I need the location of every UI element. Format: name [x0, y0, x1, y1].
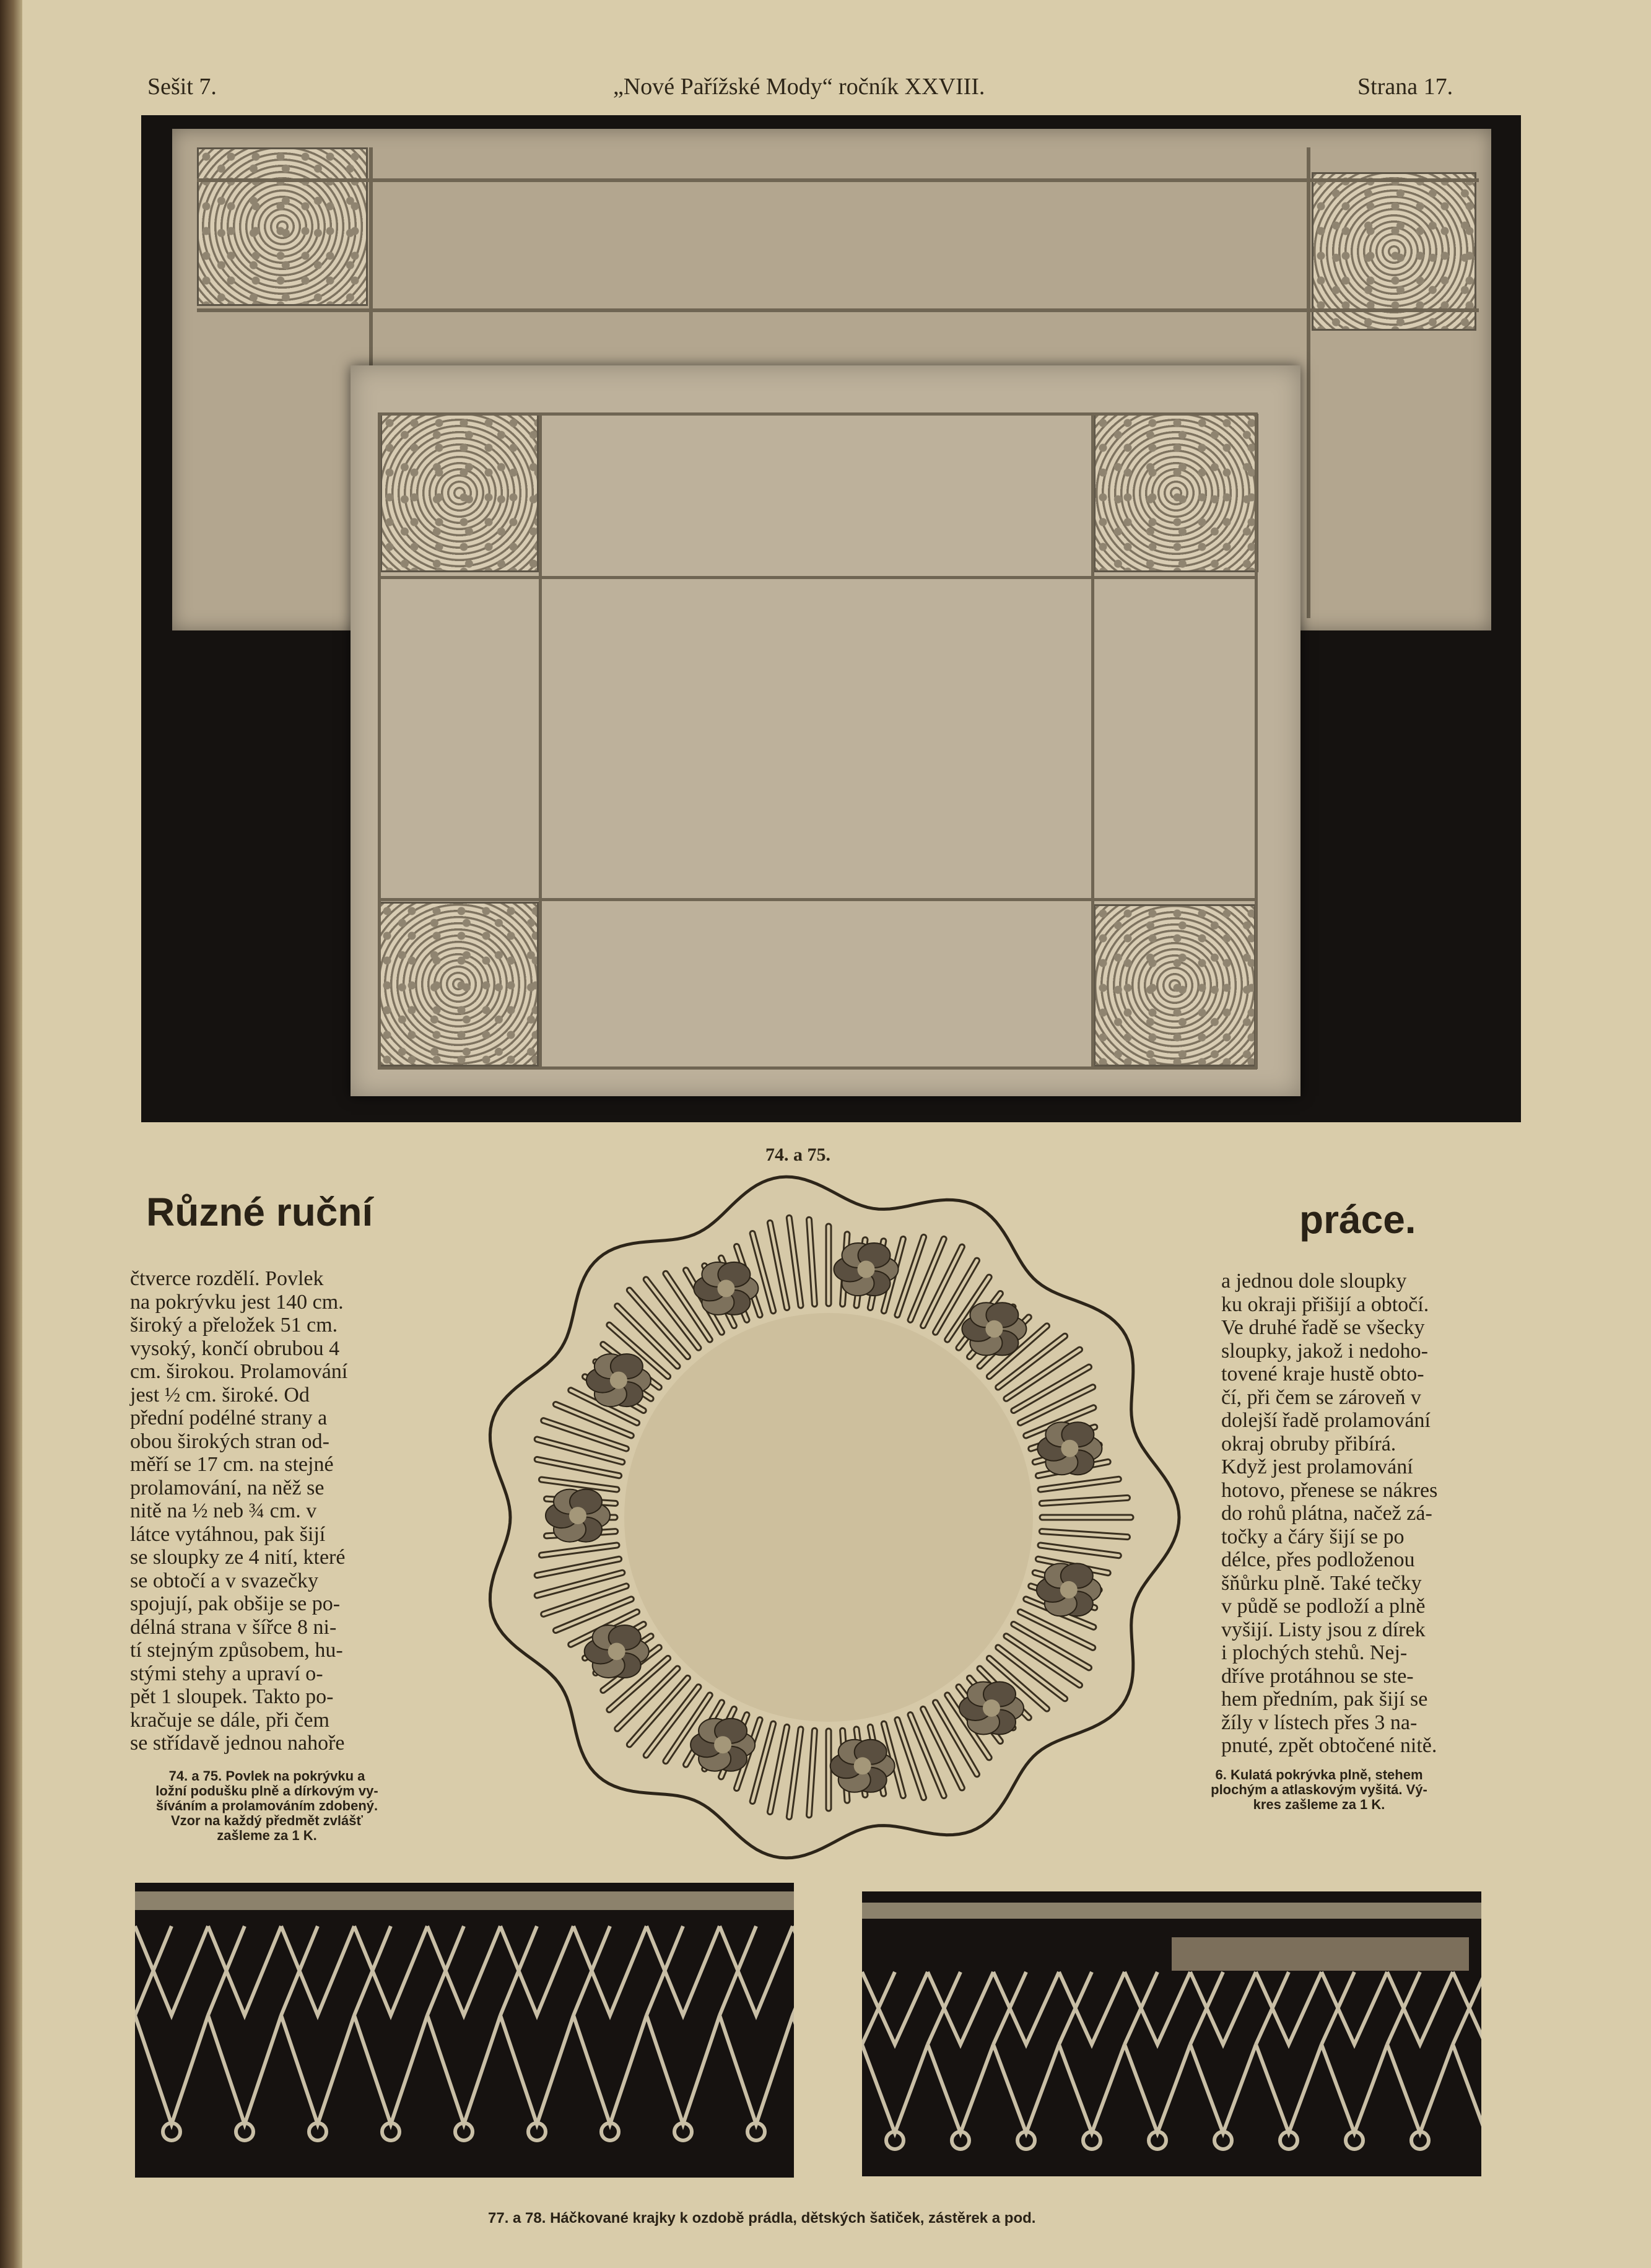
drawn-thread-line: [1255, 412, 1258, 1069]
article-line: Ve druhé řadě se všecky: [1221, 1316, 1425, 1339]
article-line: látce vytáhnou, pak šijí: [130, 1522, 326, 1546]
article-line: cm. širokou. Prolamování: [130, 1360, 348, 1383]
embroidered-flower: [1037, 1422, 1102, 1475]
article-line: na pokrývku jest 140 cm.: [130, 1290, 344, 1314]
article-line: tovené kraje hustě obto-: [1221, 1363, 1424, 1385]
article-line: kračuje se dále, při čem: [130, 1708, 329, 1732]
photo-linen-covers: [141, 115, 1521, 1122]
drawn-thread-line: [378, 412, 1257, 416]
header-page-number: Strana 17.: [1357, 74, 1453, 100]
article-line: se sloupky ze 4 nití, které: [130, 1546, 346, 1569]
crochet-lace-drawing: [135, 1883, 794, 2178]
article-line: žíly v lístech přes 3 na-: [1221, 1711, 1418, 1734]
embroidered-flower: [694, 1262, 758, 1315]
article-line: nitě na ½ neb ¾ cm. v: [130, 1499, 317, 1522]
embroidered-flower: [1037, 1563, 1101, 1616]
doily-center: [624, 1313, 1033, 1722]
article-line: pět 1 sloupek. Takto po-: [130, 1685, 334, 1708]
caption-line: plochým a atlaskovým vyšitá. Vý-: [1211, 1782, 1427, 1797]
article-line: délce, přes podloženou: [1221, 1548, 1415, 1571]
caption-line: 6. Kulatá pokrývka plně, stehem: [1215, 1767, 1423, 1782]
article-line: okraj obruby přibírá.: [1221, 1432, 1396, 1455]
drawn-thread-line: [1307, 147, 1310, 618]
drawn-thread-line: [197, 178, 1479, 182]
article-line: a jednou dole sloupky: [1221, 1270, 1407, 1293]
caption-figure-6: [1183, 1768, 1455, 1812]
binding-edge: [0, 0, 22, 2268]
article-line: široký a přeložek 51 cm.: [130, 1314, 338, 1337]
doily-illustration: [445, 1164, 1213, 1870]
article-line: stými stehy a upraví o-: [130, 1662, 323, 1685]
article-line: v půdě se podloží a plně: [1221, 1595, 1426, 1618]
lace-corner: [1312, 172, 1476, 331]
drawn-thread-line: [378, 898, 1257, 901]
article-line: vyšijí. Listy jsou z dírek: [1221, 1618, 1426, 1641]
article-line: ku okraji přišijí a obtočí.: [1221, 1293, 1429, 1316]
article-line: šňůrku plně. Také tečky: [1221, 1571, 1422, 1595]
article-line: do rohů plátna, načež zá-: [1221, 1502, 1432, 1525]
embroidered-flower: [546, 1489, 610, 1542]
header-issue: Sešit 7.: [147, 74, 217, 100]
drawn-thread-line: [378, 412, 381, 1069]
article-line: dolejší řadě prolamování: [1221, 1409, 1431, 1432]
article-line: spojují, pak obšije se po-: [130, 1592, 341, 1615]
article-line: přední podélné strany a: [130, 1407, 328, 1429]
caption-line: Vzor na každý předmět zvlášť: [170, 1813, 364, 1828]
article-line: měří se 17 cm. na stejné: [130, 1453, 334, 1476]
article-line: Když jest prolamování: [1221, 1455, 1413, 1478]
lace-corner: [378, 902, 539, 1066]
caption-line: kres zašleme za 1 K.: [1253, 1797, 1385, 1812]
drawn-thread-line: [197, 308, 1479, 312]
article-line: točky a čáry šijí se po: [1221, 1525, 1405, 1548]
pillow-cover-cloth: [351, 365, 1300, 1096]
article-line: hotovo, přenese se nákres: [1221, 1478, 1438, 1502]
article-title-part1: Různé ruční: [146, 1190, 373, 1234]
embroidered-flower: [830, 1740, 895, 1792]
photo-crochet-lace-78: [862, 1891, 1481, 2176]
article-line: dříve protáhnou se ste-: [1221, 1664, 1414, 1688]
article-line: délná strana v šířce 8 ni-: [130, 1615, 337, 1639]
article-line: prolamování, na něž se: [130, 1476, 325, 1499]
crochet-lace-drawing: [862, 1891, 1481, 2176]
article-line: i plochých stehů. Nej-: [1221, 1641, 1408, 1664]
caption-line: 74. a 75. Povlek na pokrývku a: [168, 1768, 365, 1784]
lace-corner: [380, 414, 539, 572]
article-line: obou širokých stran od-: [130, 1429, 330, 1453]
article-line: hem předním, pak šijí se: [1221, 1688, 1428, 1711]
lace-corner: [1094, 414, 1258, 572]
article-line: sloupky, jakož i nedoho-: [1221, 1339, 1428, 1363]
article-line: pnuté, zpět obtočené nitě.: [1221, 1734, 1437, 1757]
article-line: jest ½ cm. široké. Od: [130, 1383, 310, 1407]
embroidered-flower: [585, 1625, 649, 1678]
embroidered-flower: [959, 1682, 1024, 1735]
embroidered-flower: [962, 1302, 1026, 1355]
lace-corner: [197, 147, 368, 306]
article-line: čtverce rozdělí. Povlek: [130, 1267, 324, 1290]
article-line: tí stejným způsobem, hu-: [130, 1639, 343, 1662]
caption-line: šíváním a prolamováním zdobený.: [155, 1798, 378, 1813]
caption-figure-74-75: [121, 1769, 412, 1843]
crochet-net: [135, 1926, 794, 2124]
doily-drawing: [445, 1164, 1213, 1870]
lace-corner: [1094, 904, 1256, 1066]
figure-number-label: 74. a 75.: [765, 1145, 830, 1165]
caption-line: ložní podušku plně a dírkovým vy-: [155, 1783, 378, 1799]
article-line: se obtočí a v svazečky: [130, 1569, 318, 1592]
drawn-thread-line: [378, 1066, 1257, 1070]
drawn-thread-line: [1091, 412, 1094, 1069]
article-column-left: [130, 1267, 403, 1755]
article-line: čí, při čem se zároveň v: [1221, 1385, 1421, 1409]
caption-line: zašleme za 1 K.: [217, 1828, 317, 1843]
header-title: „Nové Pařížské Mody“ ročník XXVIII.: [613, 74, 985, 100]
article-line: vysoký, končí obrubou 4: [130, 1337, 340, 1360]
crochet-net: [862, 1972, 1481, 2133]
photo-crochet-lace-77: [135, 1883, 794, 2178]
article-title-part2: práce.: [1299, 1197, 1416, 1242]
embroidered-flower: [690, 1719, 755, 1771]
drawn-thread-line: [539, 412, 542, 1069]
caption-figure-77-78: 77. a 78. Háčkované krajky k ozdobě prádla, dětských šatiček, zástěrek a pod.: [488, 2210, 1036, 2227]
drawn-thread-line: [378, 576, 1257, 579]
embroidered-flower: [586, 1354, 651, 1407]
article-line: se střídavě jednou nahoře: [130, 1732, 345, 1755]
article-column-right: [1221, 1270, 1469, 1758]
embroidered-flower: [834, 1243, 899, 1296]
